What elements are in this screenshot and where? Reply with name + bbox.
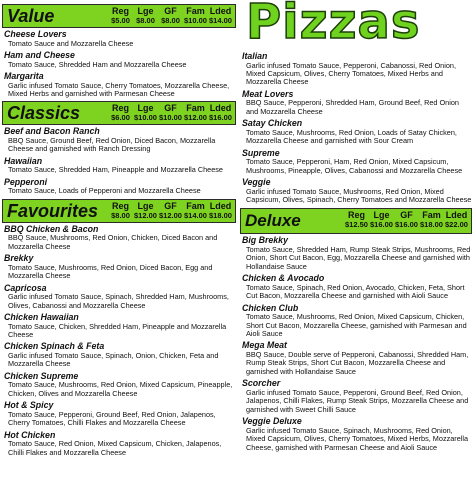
menu-item-name: Cheese Lovers (4, 29, 67, 39)
menu-item (2, 225, 236, 251)
section-header-deluxe (240, 208, 472, 234)
size-price-cell (183, 103, 208, 123)
size-price-cell (108, 201, 133, 221)
menu-item-description: Garlic infused Tomato Sauce, Spinach, Mushrooms, Red Onion, Mixed Capsicum, Olives, Cherry Tomatoes, Mixed Herbs, Mozzarella Cheese, garnished with Parmesan Cheese and Aioli Sauce (246, 425, 469, 452)
title-area (240, 0, 472, 50)
size-price: $14.00 (184, 210, 207, 220)
menu-item-name: Veggie (242, 177, 271, 188)
menu-item-description: Tomato Sauce and Mozzarella Cheese (8, 38, 134, 48)
size-price: $16.00 (209, 113, 232, 123)
menu-item-name: Veggie Deluxe (242, 416, 302, 427)
menu-item-description: Tomato Sauce, Pepperoni, Ham, Red Onion, Mixed Capsicum, Mushrooms, Pineapple, Olives, Cabanossi and Mozzarella Cheese (246, 157, 463, 175)
size-price-cell (158, 103, 183, 123)
menu-item (2, 127, 236, 153)
menu-item-description: BBQ Sauce, Double serve of Pepperoni, Cabanossi, Shredded Ham, Rump Steak Strips, Short Cut Bacon, Mozzarella Cheese and garnished with Hollandaise Sauce (246, 350, 469, 376)
menu-item (2, 372, 236, 398)
menu-item-name: Supreme (242, 147, 280, 158)
size-label: Fam (186, 103, 205, 114)
section-title: Deluxe (245, 211, 301, 231)
menu-item-description: Garlic infused Tomato Sauce, Mushrooms, Red Onion, Mixed Capsicum, Olives, Spinach, Cherry Tomatoes and Mozzarella Cheese (246, 186, 472, 205)
size-price: $12.00 (159, 210, 182, 220)
menu-item-description: Garlic infused Tomato Sauce, Spinach, Shredded Ham, Mushrooms, Olives, Cabanossi and Mozzarella Cheese (8, 292, 229, 310)
menu-item-description: Tomato Sauce, Chicken, Shredded Ham, Pineapple and Mozzarella Cheese (8, 321, 227, 340)
size-price: $8.00 (111, 210, 130, 220)
size-price: $14.00 (209, 16, 232, 25)
size-label: Fam (186, 6, 205, 16)
section-header-favourites (2, 199, 236, 223)
menu-item-description: Garlic infused Tomato Sauce, Cherry Tomatoes, Mozzarella Cheese, Mixed Herbs and garnished with Parmesan Cheese (8, 80, 230, 98)
menu-item-description: Tomato Sauce, Mushrooms, Red Onion, Mixed Capsicum, Chicken, Short Cut Bacon, Mozzarella Cheese, garnished with Parmesan and Aioli Sauce (246, 312, 467, 339)
menu-item-name: Ham and Cheese (4, 50, 75, 60)
menu-item (240, 304, 472, 339)
size-price-cell (208, 103, 233, 123)
size-price: $8.00 (161, 16, 180, 25)
menu-item-name: Pepperoni (4, 176, 48, 187)
menu-item-description: Tomato Sauce, Shredded Ham, Rump Steak Strips, Mushrooms, Red Onion, Short Cut Bacon, Egg, Mozzarella Cheese and garnished with Hollandaise Sauce (246, 245, 471, 271)
size-price: $8.00 (136, 16, 155, 25)
size-price: $18.00 (420, 220, 443, 230)
section-items-favourites-continued (240, 52, 472, 204)
size-price: $22.00 (445, 220, 468, 230)
size-label: Fam (422, 210, 441, 221)
menu-item (2, 431, 236, 457)
menu-item (2, 284, 236, 310)
menu-item-name: Hot Chicken (4, 429, 56, 440)
menu-item-name: Chicken Club (242, 302, 299, 313)
menu-item (240, 90, 472, 116)
size-label: Lded (445, 210, 468, 221)
size-label: Reg (347, 210, 365, 221)
size-price: $10.00 (159, 113, 182, 123)
menu-item-name: Italian (242, 51, 268, 61)
size-price-cell (158, 6, 183, 26)
section-title: Value (7, 6, 55, 26)
size-price-cell (183, 6, 208, 26)
size-price: $12.00 (184, 113, 207, 123)
size-price: $12.50 (345, 220, 368, 230)
menu-item (2, 178, 236, 196)
menu-item-name: Scorcher (242, 378, 281, 389)
section-items-favourites (2, 225, 236, 457)
size-label: Lded (209, 103, 232, 114)
size-label: GF (164, 6, 177, 16)
right-column (240, 0, 472, 455)
size-price-cell (158, 201, 183, 221)
size-label: Lge (373, 210, 390, 221)
menu-item-name: Chicken Supreme (4, 370, 79, 381)
menu-item-name: Brekky (4, 253, 34, 264)
menu-item-description: Tomato Sauce, Spinach, Red Onion, Avocado, Chicken, Feta, Short Cut Bacon, Mozzarella Cheese and garnished with Aioli Sauce (246, 282, 465, 301)
size-price: $18.00 (209, 210, 232, 220)
menu-item (2, 72, 236, 98)
size-price-cell (369, 210, 394, 230)
menu-item (240, 341, 472, 376)
menu-item-description: Tomato Sauce, Red Onion, Mixed Capsicum, Chicken, Jalapenos, Chilli Flakes and Mozzarella Cheese (8, 439, 222, 457)
size-price: $10.00 (184, 16, 207, 25)
size-price-row (108, 103, 233, 123)
size-price-cell (183, 201, 208, 221)
section-title: Classics (7, 103, 81, 124)
menu-item-name: Mega Meat (242, 340, 287, 351)
menu-item-name: Hawaiian (4, 155, 43, 166)
menu-item (2, 254, 236, 280)
section-header-value (2, 4, 236, 28)
section-title: Favourites (7, 200, 99, 221)
size-label: GF (164, 103, 177, 114)
size-price-cell (394, 210, 419, 230)
size-price-cell (108, 103, 133, 123)
size-price-row (344, 210, 469, 230)
menu-item-name: BBQ Chicken & Bacon (4, 223, 99, 234)
menu-item-name: Capricosa (4, 282, 47, 293)
size-label: Lge (137, 103, 154, 114)
menu-item-name: Chicken Spinach & Feta (4, 341, 105, 352)
size-label: Reg (111, 103, 129, 114)
menu-item-description: Tomato Sauce, Mushrooms, Red Onion, Diced Bacon, Egg and Mozzarella Cheese (8, 262, 213, 281)
menu-item-description: BBQ Sauce, Ground Beef, Red Onion, Diced Bacon, Mozzarella Cheese and garnished with Ranch Dressing (8, 136, 216, 154)
menu-item (240, 149, 472, 175)
menu-item (2, 342, 236, 368)
menu-item-name: Chicken Hawaiian (4, 312, 79, 323)
size-label: Lded (209, 6, 232, 16)
section-items-deluxe (240, 236, 472, 451)
section-header-classics (2, 101, 236, 125)
size-price-cell (208, 6, 233, 26)
menu-item-name: Hot & Spicy (4, 400, 54, 411)
size-label: GF (164, 200, 177, 211)
size-price-cell (444, 210, 469, 230)
menu-item (240, 417, 472, 452)
size-price: $16.00 (395, 220, 418, 230)
menu-item-description: Tomato Sauce, Loads of Pepperoni and Mozzarella Cheese (8, 186, 201, 196)
menu-item (2, 313, 236, 339)
menu-item (240, 379, 472, 414)
menu-item-description: Tomato Sauce, Pepperoni, Ground Beef, Red Onion, Jalapenos, Cherry Tomatoes, Chilli Flakes and Mozzarella Cheese (8, 409, 216, 428)
menu-item-name: Chicken & Avocado (242, 273, 325, 284)
menu-item-description: Garlic infused Tomato Sauce, Pepperoni, Ground Beef, Red Onion, Jalapenos, Chilli Flakes, Rump Steak Strips, Mozzarella Cheese and garnished with Sweet Chilli Sauce (246, 387, 469, 414)
size-label: GF (400, 210, 413, 221)
size-label: Reg (111, 200, 129, 211)
size-price-cell (344, 210, 369, 230)
page-title: Pizzas (246, 0, 421, 50)
menu-item-name: Beef and Bacon Ranch (4, 126, 100, 137)
menu-item-name: Satay Chicken (242, 118, 303, 129)
menu-item-description: BBQ Sauce, Mushrooms, Red Onion, Chicken, Diced Bacon and Mozzarella Cheese (8, 233, 218, 251)
menu-item (2, 51, 236, 69)
size-price-row (108, 6, 233, 26)
menu-item-description: Tomato Sauce, Shredded Ham, Pineapple and Mozzarella Cheese (8, 165, 223, 175)
menu-item-description: BBQ Sauce, Pepperoni, Shredded Ham, Ground Beef, Red Onion and Mozzarella Cheese (246, 98, 459, 116)
menu-item-name: Meat Lovers (242, 88, 294, 99)
size-price-cell (133, 201, 158, 221)
menu-item-description: Garlic infused Tomato Sauce, Spinach, Onion, Chicken, Feta and Mozzarella Cheese (8, 351, 219, 369)
menu-item-description: Tomato Sauce, Shredded Ham and Mozzarella Cheese (8, 59, 187, 69)
size-price-cell (108, 6, 133, 26)
menu-item (240, 178, 472, 204)
menu-item (240, 236, 472, 271)
size-price-cell (133, 103, 158, 123)
size-label: Fam (186, 200, 205, 211)
size-label: Lge (137, 200, 154, 211)
size-price-cell (133, 6, 158, 26)
size-price: $5.00 (111, 16, 130, 25)
menu-item-description: Tomato Sauce, Mushrooms, Red Onion, Mixed Capsicum, Pineapple, Chicken, Olives and Mozzarella Cheese (8, 380, 233, 398)
section-items-classics (2, 127, 236, 195)
menu-item-description: Garlic infused Tomato Sauce, Pepperoni, Cabanossi, Red Onion, Mixed Capsicum, Olives, Cherry Tomatoes, Mixed Herbs and Mozzarella Cheese (246, 60, 456, 87)
section-items-value (2, 30, 236, 98)
menu-item-description: Tomato Sauce, Mushrooms, Red Onion, Loads of Satay Chicken, Mozzarella Cheese and garnished with Sour Cream (246, 127, 457, 146)
size-label: Lge (137, 6, 154, 16)
menu-item (240, 52, 472, 87)
size-price-cell (419, 210, 444, 230)
size-price: $16.00 (370, 220, 393, 230)
menu-item (2, 30, 236, 48)
menu-item-name: Big Brekky (242, 235, 288, 246)
size-price: $6.00 (111, 113, 130, 123)
size-price-row (108, 201, 233, 221)
size-label: Reg (111, 6, 129, 16)
size-price: $10.00 (134, 113, 157, 123)
size-price: $12.00 (134, 210, 157, 220)
menu-item (2, 157, 236, 175)
size-label: Lded (209, 200, 232, 211)
menu-item (240, 274, 472, 300)
menu-item (2, 401, 236, 427)
left-column (2, 0, 236, 460)
menu-item-name: Margarita (4, 71, 44, 81)
menu-item (240, 119, 472, 145)
size-price-cell (208, 201, 233, 221)
